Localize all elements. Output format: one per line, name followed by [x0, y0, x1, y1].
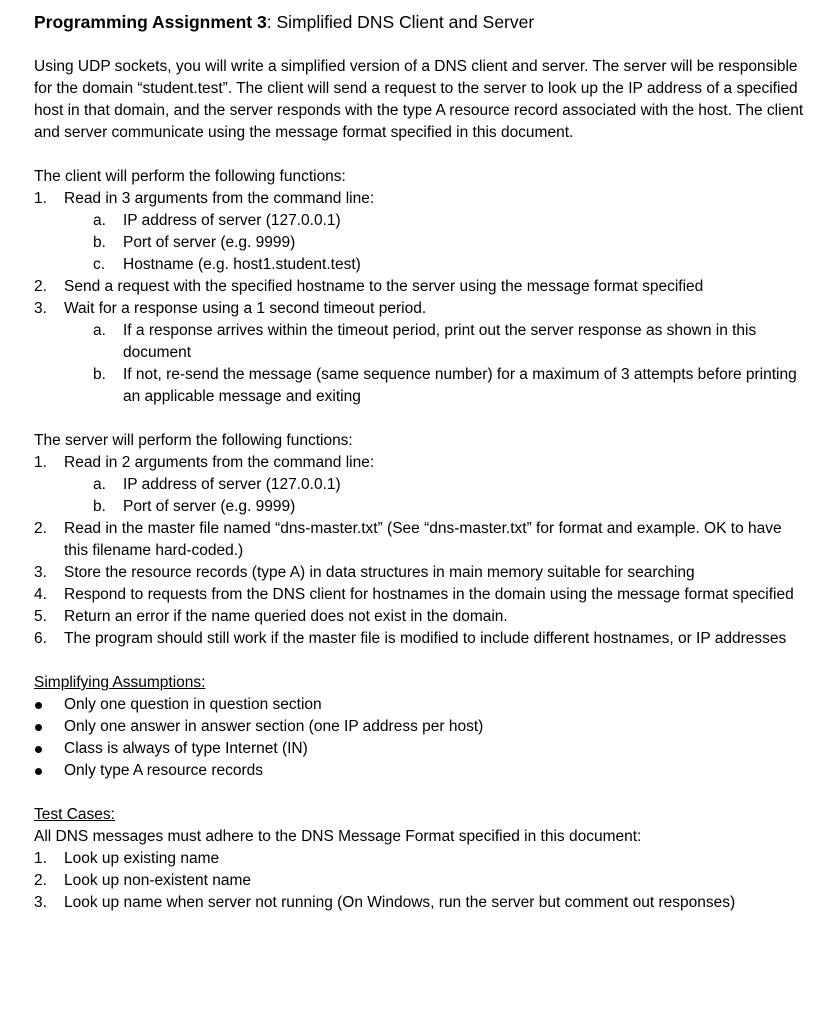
assumptions-section — [34, 672, 804, 782]
list-number: 1. — [34, 190, 47, 207]
tests-section — [34, 804, 804, 914]
sublist-wrapper — [34, 210, 804, 276]
list-number: 3. — [34, 300, 47, 317]
list-item-text: Send a request with the specified hostname to the server using the message format specified — [64, 278, 704, 295]
list-item-text: Look up existing name — [64, 850, 220, 867]
list-item — [34, 892, 804, 914]
list-item — [34, 870, 804, 892]
list-letter: b. — [93, 498, 106, 515]
list-item — [93, 232, 804, 254]
client-sublist-3 — [93, 320, 804, 408]
list-letter: a. — [93, 212, 106, 229]
list-item-text: Read in 3 arguments from the command line: — [64, 190, 375, 207]
list-number: 2. — [34, 872, 47, 889]
list-item — [34, 848, 804, 870]
list-number: 2. — [34, 520, 47, 537]
title-bold: Programming Assignment 3 — [34, 12, 267, 32]
list-number: 6. — [34, 630, 47, 647]
spacer — [34, 408, 804, 430]
list-item — [93, 474, 804, 496]
list-item — [93, 364, 804, 408]
list-item-text: Read in the master file named “dns-master.txt” (See “dns-master.txt” for format and example. OK to have this filename hard-coded.) — [64, 520, 782, 559]
client-section — [34, 166, 804, 408]
list-item-text: IP address of server (127.0.0.1) — [123, 212, 341, 229]
bullet-icon — [35, 768, 42, 775]
list-number: 4. — [34, 586, 47, 603]
list-number: 3. — [34, 894, 47, 911]
list-item-text: Respond to requests from the DNS client for hostnames in the domain using the message format specified — [64, 586, 794, 603]
list-item-text: Only one question in question section — [64, 696, 322, 713]
list-number: 2. — [34, 278, 47, 295]
tests-list — [34, 848, 804, 914]
list-item-text: Class is always of type Internet (IN) — [64, 740, 308, 757]
list-item — [34, 562, 804, 584]
list-item-text: Look up name when server not running (On Windows, run the server but comment out responses) — [64, 894, 736, 911]
list-number: 1. — [34, 454, 47, 471]
page-title — [34, 9, 804, 35]
list-item-text: Wait for a response using a 1 second timeout period. — [64, 300, 427, 317]
client-sublist-1 — [93, 210, 804, 276]
assumptions-list — [34, 694, 804, 782]
list-item-text: Only type A resource records — [64, 762, 264, 779]
list-item — [34, 738, 804, 760]
list-item — [34, 518, 804, 562]
list-item-text: Return an error if the name queried does not exist in the domain. — [64, 608, 508, 625]
list-number: 3. — [34, 564, 47, 581]
list-letter: a. — [93, 322, 106, 339]
bullet-icon — [35, 746, 42, 753]
list-item-text: Hostname (e.g. host1.student.test) — [123, 256, 361, 273]
list-item — [34, 716, 804, 738]
list-item — [34, 298, 804, 320]
list-item — [93, 210, 804, 232]
list-letter: c. — [93, 256, 106, 273]
list-item — [34, 452, 804, 474]
list-item — [34, 628, 804, 650]
bullet-icon — [35, 724, 42, 731]
title-rest: : Simplified DNS Client and Server — [266, 12, 535, 32]
list-item — [34, 694, 804, 716]
sublist-wrapper — [34, 320, 804, 408]
list-item-text: If a response arrives within the timeout period, print out the server response as shown in this document — [123, 322, 757, 361]
client-list — [34, 188, 804, 408]
list-item-text: The program should still work if the master file is modified to include different hostnames, or IP addresses — [64, 630, 787, 647]
sublist-wrapper — [34, 474, 804, 518]
list-item — [93, 496, 804, 518]
tests-intro: All DNS messages must adhere to the DNS Message Format specified in this document: — [34, 828, 642, 845]
bullet-icon — [35, 702, 42, 709]
list-item-text: Look up non-existent name — [64, 872, 251, 889]
server-list — [34, 452, 804, 650]
list-item — [34, 584, 804, 606]
list-item-text: Store the resource records (type A) in data structures in main memory suitable for searching — [64, 564, 695, 581]
list-letter: a. — [93, 476, 106, 493]
list-item — [34, 188, 804, 210]
tests-heading: Test Cases: — [34, 806, 115, 823]
list-item — [93, 320, 804, 364]
server-sublist-1 — [93, 474, 804, 518]
spacer — [34, 650, 804, 672]
list-item-text: Port of server (e.g. 9999) — [123, 498, 296, 515]
list-item-text: Only one answer in answer section (one IP address per host) — [64, 718, 484, 735]
list-item — [93, 254, 804, 276]
list-item — [34, 760, 804, 782]
list-number: 1. — [34, 850, 47, 867]
list-item-text: Port of server (e.g. 9999) — [123, 234, 296, 251]
list-item-text: IP address of server (127.0.0.1) — [123, 476, 341, 493]
list-letter: b. — [93, 366, 106, 383]
list-item-text: If not, re-send the message (same sequence number) for a maximum of 3 attempts before printing an applicable message and exiting — [123, 366, 797, 405]
spacer — [34, 782, 804, 804]
list-item — [34, 606, 804, 628]
client-heading: The client will perform the following functions: — [34, 168, 346, 185]
list-letter: b. — [93, 234, 106, 251]
list-item — [34, 276, 804, 298]
intro-paragraph: Using UDP sockets, you will write a simplified version of a DNS client and server. The server will be responsible for the domain “student.test”. The client will send a request to the server to look up the IP address of a specified host in that domain, and the server responds with the type A resource record associated with the host. The client and server communicate using the message format specified in this document. — [34, 58, 804, 141]
list-item-text: Read in 2 arguments from the command line: — [64, 454, 375, 471]
server-heading: The server will perform the following functions: — [34, 432, 353, 449]
list-number: 5. — [34, 608, 47, 625]
assumptions-heading: Simplifying Assumptions: — [34, 674, 206, 691]
server-section — [34, 430, 804, 650]
